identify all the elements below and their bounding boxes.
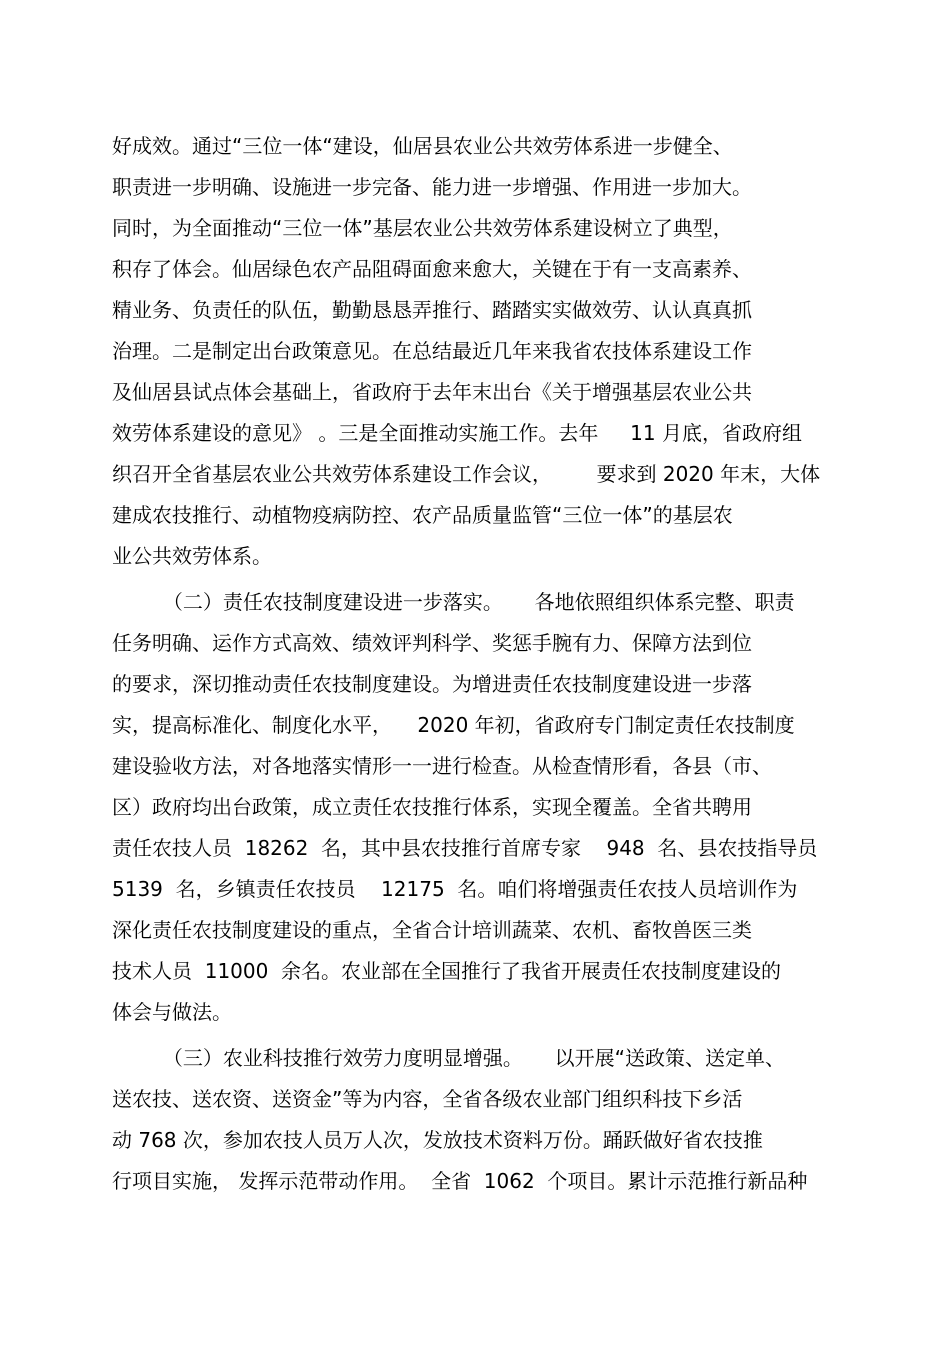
- text-line: 积存了体会。仙居绿色农产品阻碍面愈来愈大，关键在于有一支高素养、: [112, 257, 752, 281]
- text-line: 精业务、负责任的队伍，勤勤恳恳弄推行、踏踏实实做效劳、认认真真抓: [112, 298, 752, 322]
- text-line: 职责进一步明确、设施进一步完备、能力进一步增强、作用进一步加大。: [112, 175, 752, 199]
- text-line: 好成效。通过“三位一体“建设，仙居县农业公共效劳体系进一步健全、: [112, 134, 733, 158]
- text-line: 同时，为全面推动“三位一体”基层农业公共效劳体系建设树立了典型，: [112, 216, 733, 240]
- text-line: 送农技、送农资、送资金”等为内容，全省各级农业部门组织科技下乡活: [112, 1087, 743, 1111]
- text-line: 任务明确、运作方式高效、绩效评判科学、奖惩手腕有力、保障方法到位: [112, 631, 752, 655]
- text-line: 行项目实施， 发挥示范带动作用。 全省 1062 个项目。累计示范推行新品种: [112, 1169, 808, 1193]
- text-line: 技术人员 11000 余名。农业部在全国推行了我省开展责任农技制度建设的: [112, 959, 782, 983]
- text-line: 的要求，深切推动责任农技制度建设。为增进责任农技制度建设进一步落: [112, 672, 752, 696]
- text-line: 5139 名，乡镇责任农技员 12175 名。咱们将增强责任农技人员培训作为: [112, 877, 798, 901]
- text-line: 及仙居县试点体会基础上，省政府于去年末出台《关于增强基层农业公共: [112, 380, 752, 404]
- text-line: 体会与做法。: [112, 1000, 232, 1024]
- text-line: 效劳体系建设的意见》 。三是全面推动实施工作。去年 11 月底，省政府组: [112, 421, 802, 445]
- section-heading-line: （三）农业科技推行效劳力度明显增强。 以开展“送政策、送定单、: [112, 1046, 786, 1070]
- text-line: 治理。二是制定出台政策意见。在总结最近几年来我省农技体系建设工作: [112, 339, 752, 363]
- text-line: 建成农技推行、动植物疫病防控、农产品质量监管“三位一体”的基层农: [112, 503, 733, 527]
- text-line: 业公共效劳体系。: [112, 544, 272, 568]
- text-line: 动 768 次，参加农技人员万人次，发放技术资料万份。踊跃做好省农技推: [112, 1128, 763, 1152]
- text-line: 织召开全省基层农业公共效劳体系建设工作会议， 要求到 2020 年末，大体: [112, 462, 821, 486]
- text-line: 责任农技人员 18262 名，其中县农技推行首席专家 948 名、县农技指导员: [112, 836, 818, 860]
- text-line: 区）政府均出台政策，成立责任农技推行体系，实现全覆盖。全省共聘用: [112, 795, 752, 819]
- section-heading-line: （二）责任农技制度建设进一步落实。 各地依照组织体系完整、职责: [112, 590, 795, 614]
- text-line: 深化责任农技制度建设的重点，全省合计培训蔬菜、农机、畜牧兽医三类: [112, 918, 752, 942]
- text-line: 实，提高标准化、制度化水平， 2020 年初，省政府专门制定责任农技制度: [112, 713, 795, 737]
- text-line: 建设验收方法，对各地落实情形一一进行检查。从检查情形看，各县（市、: [112, 754, 772, 778]
